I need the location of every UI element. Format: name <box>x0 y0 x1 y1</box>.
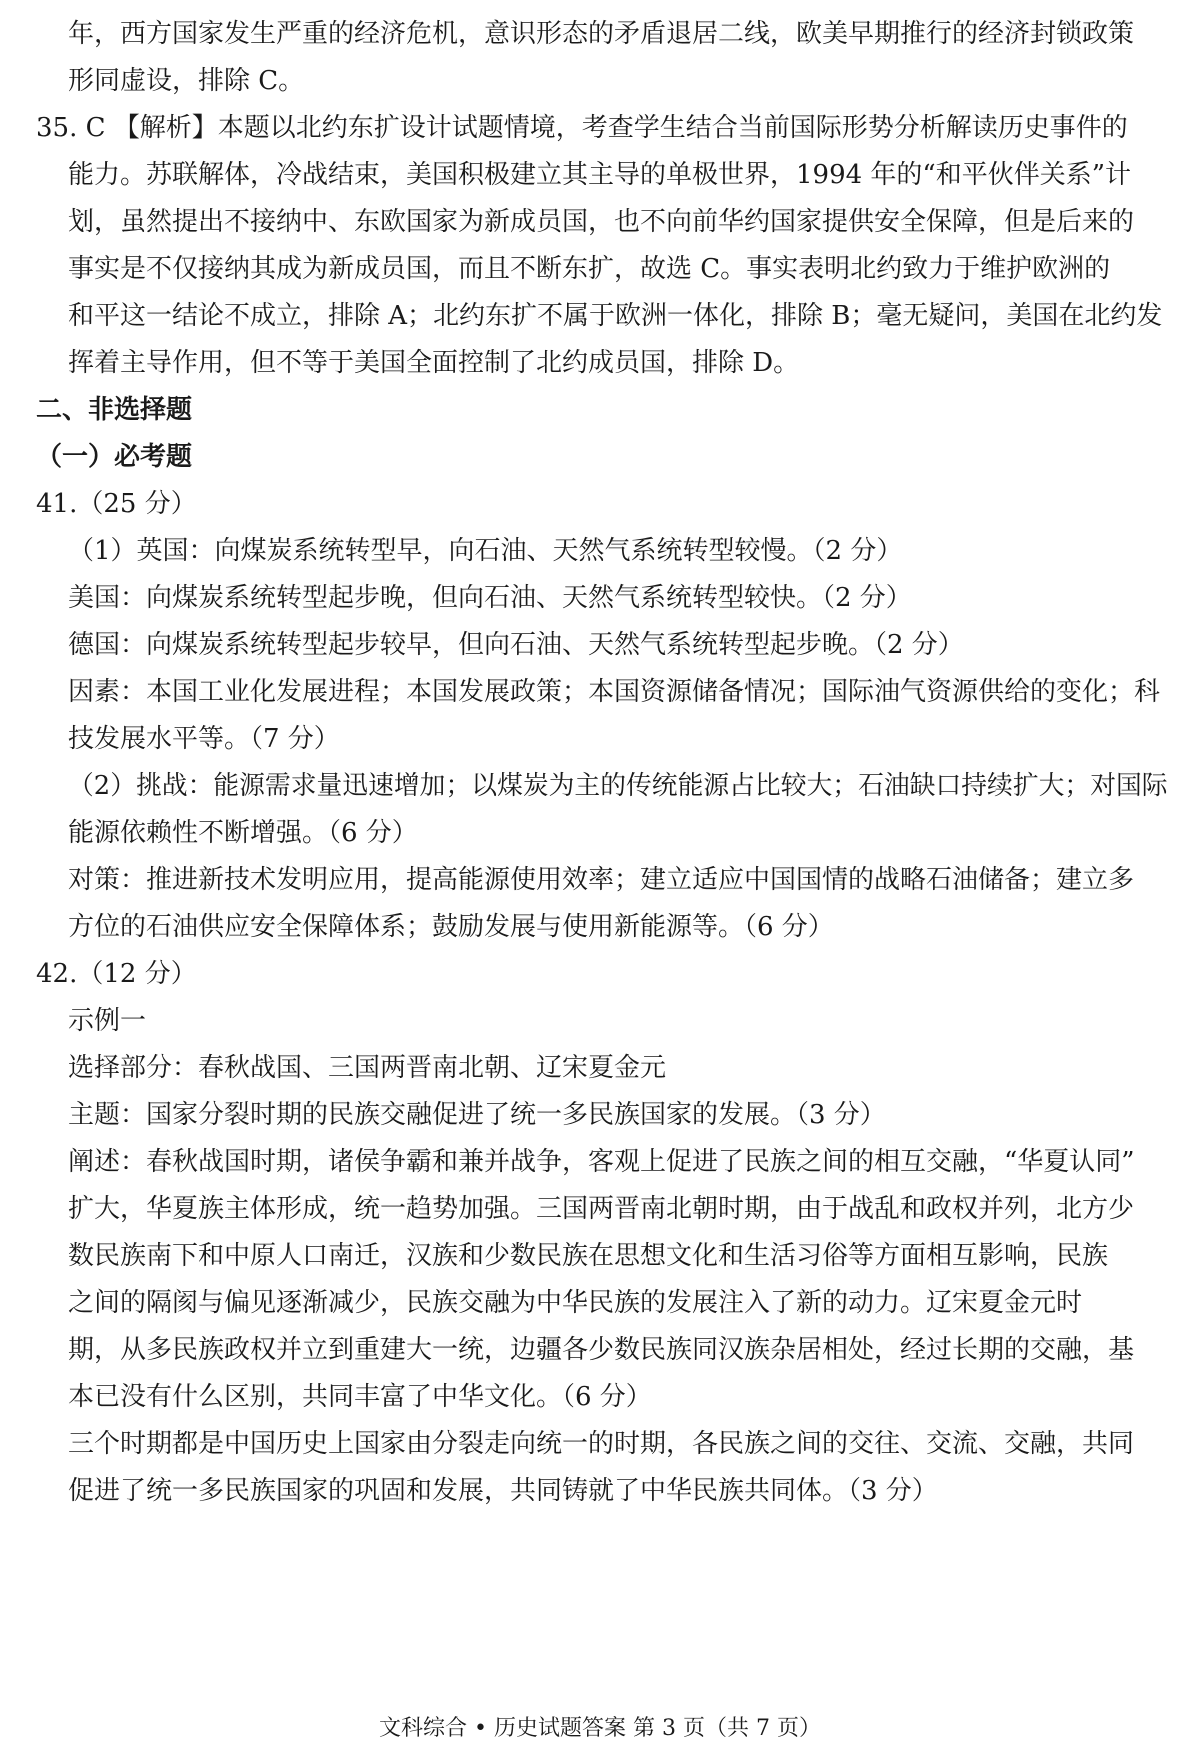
q41-line-3: 德国：向煤炭系统转型起步较早，但向石油、天然气系统转型起步晚。（2 分） <box>68 630 964 660</box>
q42-line-1: 示例一 <box>68 1006 147 1036</box>
q42-line-3: 主题：国家分裂时期的民族交融促进了统一多民族国家的发展。（3 分） <box>68 1100 886 1130</box>
q42-line-8: 期，从多民族政权并立到重建大一统，边疆各少数民族同汉族杂居相处，经过长期的交融，基 <box>68 1335 1135 1365</box>
q34-line-1: 年，西方国家发生严重的经济危机，意识形态的矛盾退居二线，欧美早期推行的经济封锁政策 <box>68 19 1135 49</box>
q41-line-5: 技发展水平等。（7 分） <box>68 724 340 754</box>
q42-line-9: 本已没有什么区别，共同丰富了中华文化。（6 分） <box>68 1382 652 1412</box>
q42-line-4: 阐述：春秋战国时期，诸侯争霸和兼并战争，客观上促进了民族之间的相互交融，“华夏认同” <box>68 1147 1135 1177</box>
q41-line-8: 对策：推进新技术发明应用，提高能源使用效率；建立适应中国国情的战略石油储备；建立多 <box>68 865 1135 895</box>
q35-lead: 35. C 【解析】本题以北约东扩设计试题情境，考查学生结合当前国际形势分析解读历史事件的 <box>36 113 1128 143</box>
page-footer: 文科综合 • 历史试题答案 第 3 页（共 7 页） <box>379 1716 821 1741</box>
q35-line-3: 事实是不仅接纳其成为新成员国，而且不断东扩，故选 C。事实表明北约致力于维护欧洲的 <box>68 254 1111 284</box>
q35-line-2: 划，虽然提出不接纳中、东欧国家为新成员国，也不向前华约国家提供安全保障，但是后来的 <box>68 207 1135 237</box>
q41-line-6: （2）挑战：能源需求量迅速增加；以煤炭为主的传统能源占比较大；石油缺口持续扩大；对国际 <box>68 771 1168 801</box>
q41-heading: 41.（25 分） <box>36 489 197 519</box>
q35-line-4: 和平这一结论不成立，排除 A；北约东扩不属于欧洲一体化，排除 B；毫无疑问，美国在北约发 <box>68 301 1163 331</box>
q41-line-9: 方位的石油供应安全保障体系；鼓励发展与使用新能源等。（6 分） <box>68 912 834 942</box>
q41-line-7: 能源依赖性不断增强。（6 分） <box>68 818 418 848</box>
section-title: 二、非选择题 <box>36 395 193 425</box>
q42-line-7: 之间的隔阂与偏见逐渐减少，民族交融为中华民族的发展注入了新的动力。辽宋夏金元时 <box>68 1288 1083 1318</box>
q42-line-2: 选择部分：春秋战国、三国两晋南北朝、辽宋夏金元 <box>68 1053 667 1083</box>
q42-line-10: 三个时期都是中国历史上国家由分裂走向统一的时期，各民族之间的交往、交流、交融，共同 <box>68 1429 1135 1459</box>
q34-line-2: 形同虚设，排除 C。 <box>68 66 305 96</box>
q42-heading: 42.（12 分） <box>36 959 197 989</box>
q42-line-5: 扩大，华夏族主体形成，统一趋势加强。三国两晋南北朝时期，由于战乱和政权并列，北方少 <box>68 1194 1135 1224</box>
q42-line-11: 促进了统一多民族国家的巩固和发展，共同铸就了中华民族共同体。（3 分） <box>68 1476 938 1506</box>
q41-line-2: 美国：向煤炭系统转型起步晚，但向石油、天然气系统转型较快。（2 分） <box>68 583 912 613</box>
q42-line-6: 数民族南下和中原人口南迁，汉族和少数民族在思想文化和生活习俗等方面相互影响，民族 <box>68 1241 1109 1271</box>
q35-line-5: 挥着主导作用，但不等于美国全面控制了北约成员国，排除 D。 <box>68 348 800 378</box>
q41-line-1: （1）英国：向煤炭系统转型早，向石油、天然气系统转型较慢。（2 分） <box>68 536 903 566</box>
q35-line-1: 能力。苏联解体，冷战结束，美国积极建立其主导的单极世界，1994 年的“和平伙伴关系”计 <box>68 160 1132 190</box>
subsection-title: （一）必考题 <box>36 442 193 472</box>
q41-line-4: 因素：本国工业化发展进程；本国发展政策；本国资源储备情况；国际油气资源供给的变化；科 <box>68 677 1161 707</box>
